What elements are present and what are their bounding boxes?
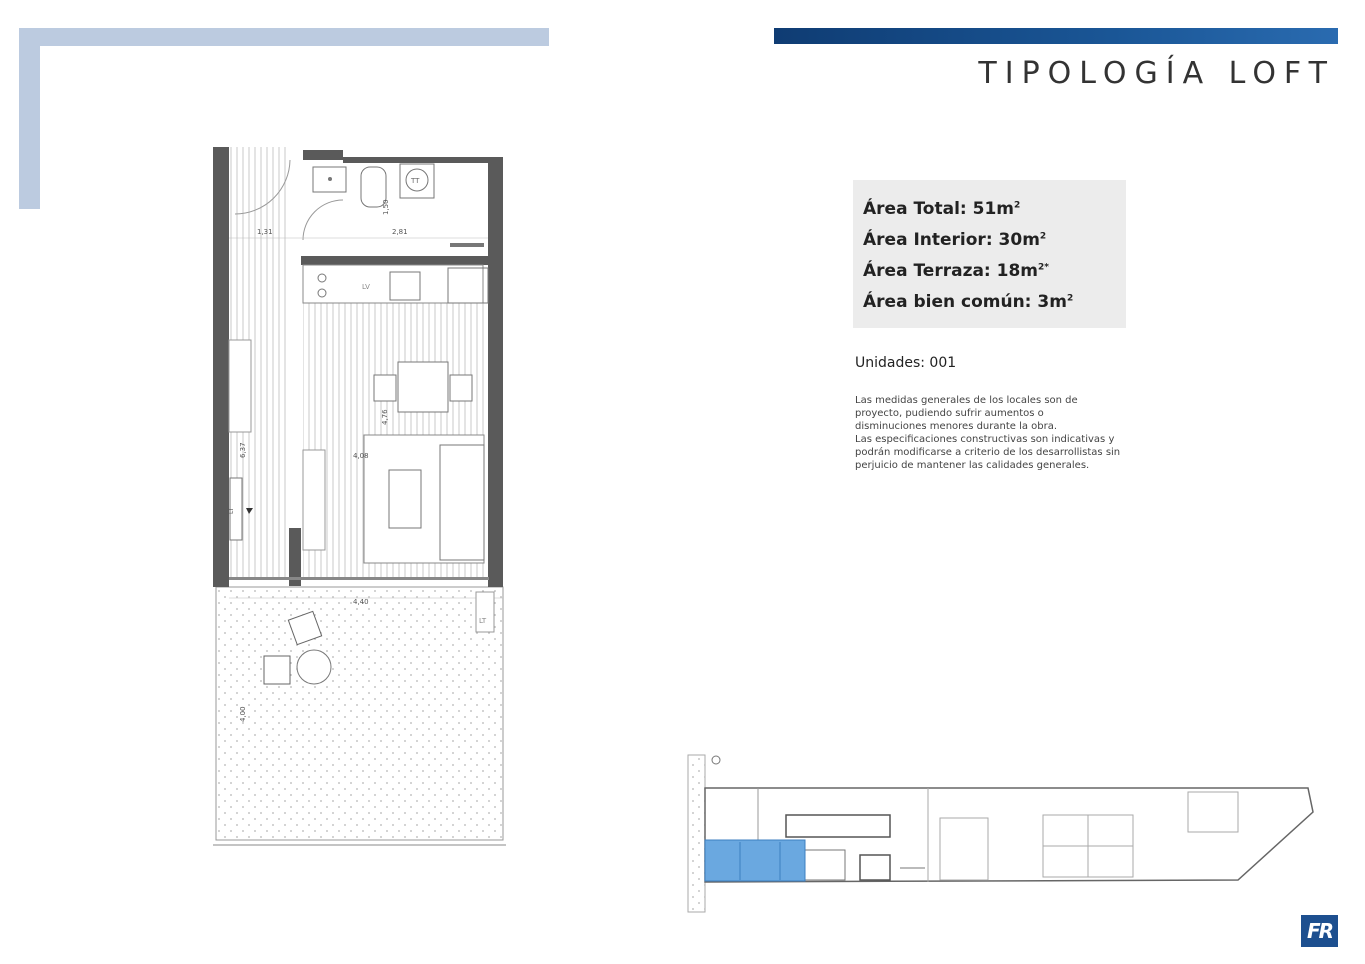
wall-right: [488, 157, 503, 587]
north-arrow-icon: [712, 756, 720, 764]
svg-text:1,31: 1,31: [257, 228, 273, 236]
wall-kitchen: [301, 256, 491, 265]
area-interior: Área Interior: $30m^2$: [863, 230, 1047, 250]
note-line: Las medidas generales de los locales son de: [855, 395, 1078, 406]
svg-text:LT: LT: [479, 617, 487, 625]
wall-left: [213, 147, 229, 587]
note-line: perjuicio de mantener las calidades generales.: [855, 460, 1090, 471]
coffee-table: [389, 470, 421, 528]
site-key-plan: [688, 755, 1313, 912]
svg-text:LT: LT: [228, 507, 235, 514]
terrace-table: [297, 650, 331, 684]
wall-top: [303, 150, 343, 160]
svg-text:TT: TT: [411, 177, 420, 185]
note-line: Las especificaciones constructivas son indicativas y: [855, 434, 1115, 445]
area-total: Área Total: $51m^2$: [863, 199, 1021, 219]
sofa: [440, 445, 484, 560]
svg-text:LV: LV: [362, 283, 370, 291]
note-line: disminuciones menores durante la obra.: [855, 421, 1058, 432]
svg-text:2,81: 2,81: [392, 228, 408, 236]
terrace-chair: [264, 656, 290, 684]
brand-logo: FR: [1301, 915, 1338, 947]
units-label: Unidades: 001: [855, 355, 957, 371]
svg-text:4,08: 4,08: [353, 452, 369, 460]
unit-highlight: [705, 840, 805, 881]
svg-text:4,00: 4,00: [239, 706, 247, 722]
note-line: proyecto, pudiendo sufrir aumentos o: [855, 408, 1044, 419]
svg-text:6,37: 6,37: [239, 442, 247, 458]
terrace: [216, 587, 503, 840]
svg-text:4,76: 4,76: [381, 409, 389, 425]
tv-unit: [303, 450, 325, 550]
svg-text:4,40: 4,40: [353, 598, 369, 606]
dining-table: [398, 362, 448, 412]
note-line: podrán modificarse a criterio de los desarrollistas sin: [855, 447, 1121, 458]
kitchen-counter: [303, 265, 483, 303]
area-terraza: Área Terraza: $18m^{2*}$: [863, 261, 1049, 281]
svg-text:1,50: 1,50: [382, 199, 390, 215]
area-bien-comun: Área bien común: $3m^2$: [863, 292, 1074, 312]
page-title: TIPOLOGÍA LOFT: [978, 56, 1335, 91]
